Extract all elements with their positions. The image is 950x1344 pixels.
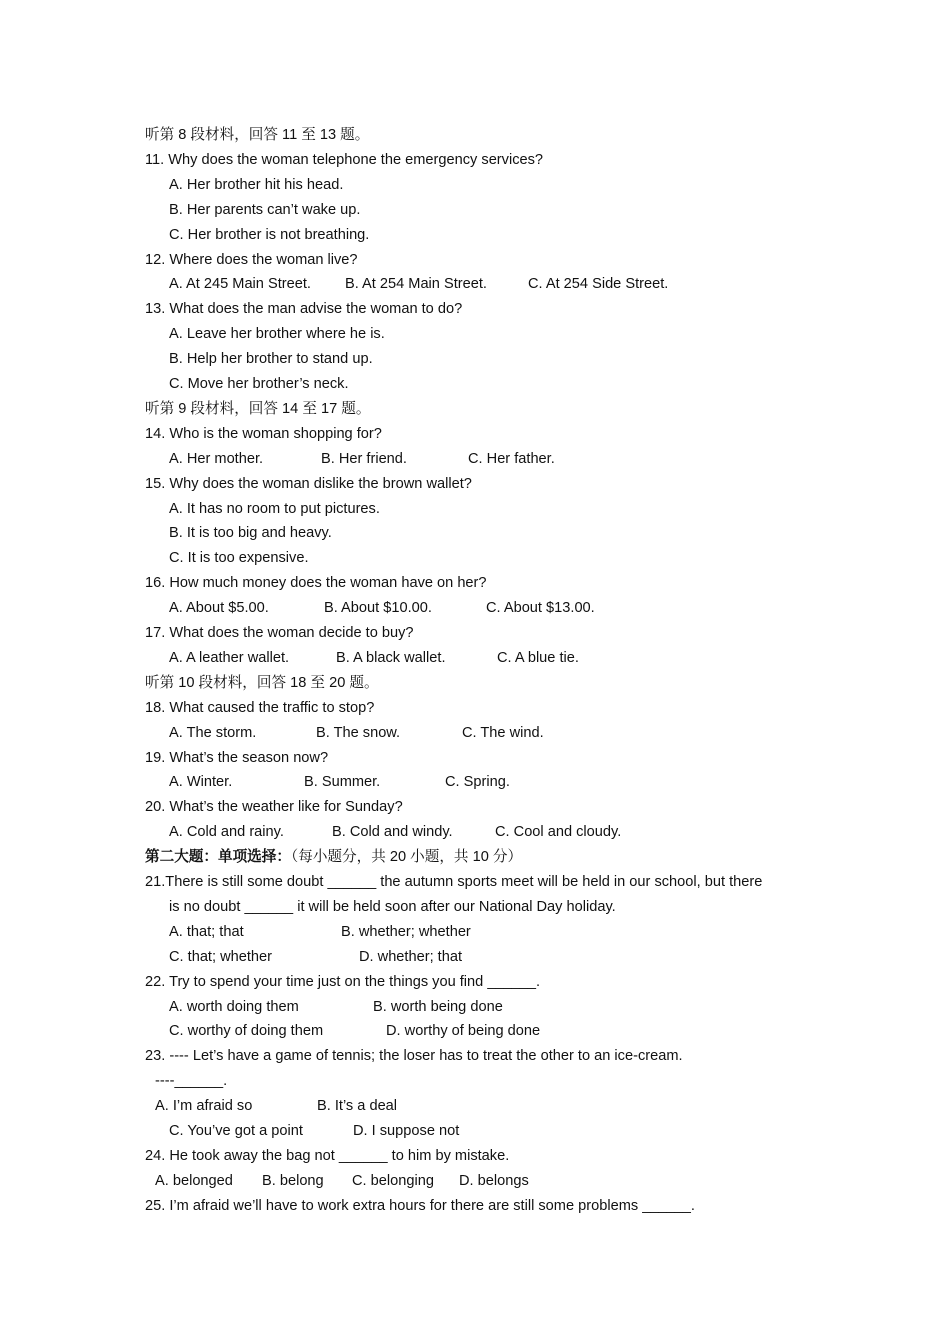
section-title: 第二大题：单项选择： [145,849,291,866]
answer-option: A. worth doing them [169,998,299,1015]
answer-option: A. I’m afraid so [155,1098,253,1115]
section-heading [145,848,522,866]
answer-option: B. worth being done [373,998,503,1015]
answer-option: B. It’s a deal [317,1098,398,1115]
answer-option: B. Summer. [304,774,381,791]
text-line: 听第 9 段材料，回答 14 至 17 题。 [145,400,371,417]
text-line: 11. Why does the woman telephone the emergency services? [145,151,544,168]
answer-option: B. whether; whether [341,923,471,940]
answer-option: A. About $5.00. [169,600,269,617]
text-line: 21.There is still some doubt ______ the autumn sports meet will be held in our school, but there [145,874,763,890]
text-line-indented: A. Leave her brother where he is. [169,326,385,343]
text-line: 18. What caused the traffic to stop? [145,699,375,716]
text-line-indented: C. Her brother is not breathing. [169,226,370,243]
text-line: 15. Why does the woman dislike the brown wallet? [145,475,472,492]
answer-option: D. whether; that [359,948,463,965]
text-line: 14. Who is the woman shopping for? [145,425,382,442]
text-line: 12. Where does the woman live? [145,251,358,268]
answer-option: A. belonged [155,1172,233,1189]
text-line: 24. He took away the bag not ______ to him by mistake. [145,1147,510,1164]
answer-option: C. Her father. [468,450,555,467]
answer-option: A. Her mother. [169,450,264,467]
text-line-indented: A. Her brother hit his head. [169,176,344,193]
text-line-indented: is no doubt ______ it will be held soon after our National Day holiday. [169,898,616,915]
answer-option: D. I suppose not [353,1123,460,1139]
text-line-indented: C. Move her brother’s neck. [169,376,349,392]
text-line: 20. What’s the weather like for Sunday? [145,799,403,816]
text-line-indented: B. Her parents can’t wake up. [169,201,361,218]
text-line: 19. What’s the season now? [145,749,329,766]
text-line-indented: C. It is too expensive. [169,550,309,567]
text-line-indented: B. It is too big and heavy. [169,525,332,542]
answer-option: B. The snow. [316,724,401,741]
text-line-indented: B. Help her brother to stand up. [169,351,373,368]
answer-option: C. The wind. [462,724,544,741]
answer-option: B. At 254 Main Street. [345,276,487,293]
text-line: 16. How much money does the woman have on her? [145,575,487,592]
text-line: 听第 8 段材料，回答 11 至 13 题。 [145,127,370,143]
answer-option: C. Cool and cloudy. [495,824,622,841]
answer-option: C. Spring. [445,774,510,791]
answer-option: C. A blue tie. [497,649,579,666]
answer-option: B. Her friend. [321,450,407,467]
text-line-indented: A. It has no room to put pictures. [169,500,380,517]
answer-option: D. belongs [459,1172,529,1189]
answer-option: A. that; that [169,923,244,940]
text-line: 17. What does the woman decide to buy? [145,625,414,641]
answer-option: C. belonging [352,1172,434,1189]
answer-option: D. worthy of being done [386,1023,541,1040]
text-line: 13. What does the man advise the woman to do? [145,301,463,318]
answer-option: B. About $10.00. [324,600,432,617]
answer-option: A. At 245 Main Street. [169,276,311,293]
text-line: 听第 10 段材料，回答 18 至 20 题。 [145,674,379,691]
answer-option: A. A leather wallet. [169,649,290,666]
text-line-indented: ----______. [155,1073,228,1090]
answer-option: C. About $13.00. [486,600,595,617]
answer-option: C. You’ve got a point [169,1123,303,1139]
answer-option: A. The storm. [169,724,257,741]
answer-option: C. that; whether [169,948,273,965]
text-line: 23. ---- Let’s have a game of tennis; the loser has to treat the other to an ice-cream. [145,1048,683,1065]
answer-option: A. Winter. [169,774,233,791]
section-note: （每小题分，共 20 小题，共 10 分） [290,849,523,866]
text-line: 22. Try to spend your time just on the things you find ______. [145,973,541,990]
text-line: 25. I’m afraid we’ll have to work extra hours for there are still some problems ______. [145,1197,695,1214]
answer-option: C. At 254 Side Street. [528,276,669,293]
answer-option: B. Cold and windy. [332,824,453,841]
answer-option: C. worthy of doing them [169,1023,324,1040]
answer-option: B. A black wallet. [336,649,446,666]
answer-option: A. Cold and rainy. [169,824,284,841]
answer-option: B. belong [262,1172,324,1189]
